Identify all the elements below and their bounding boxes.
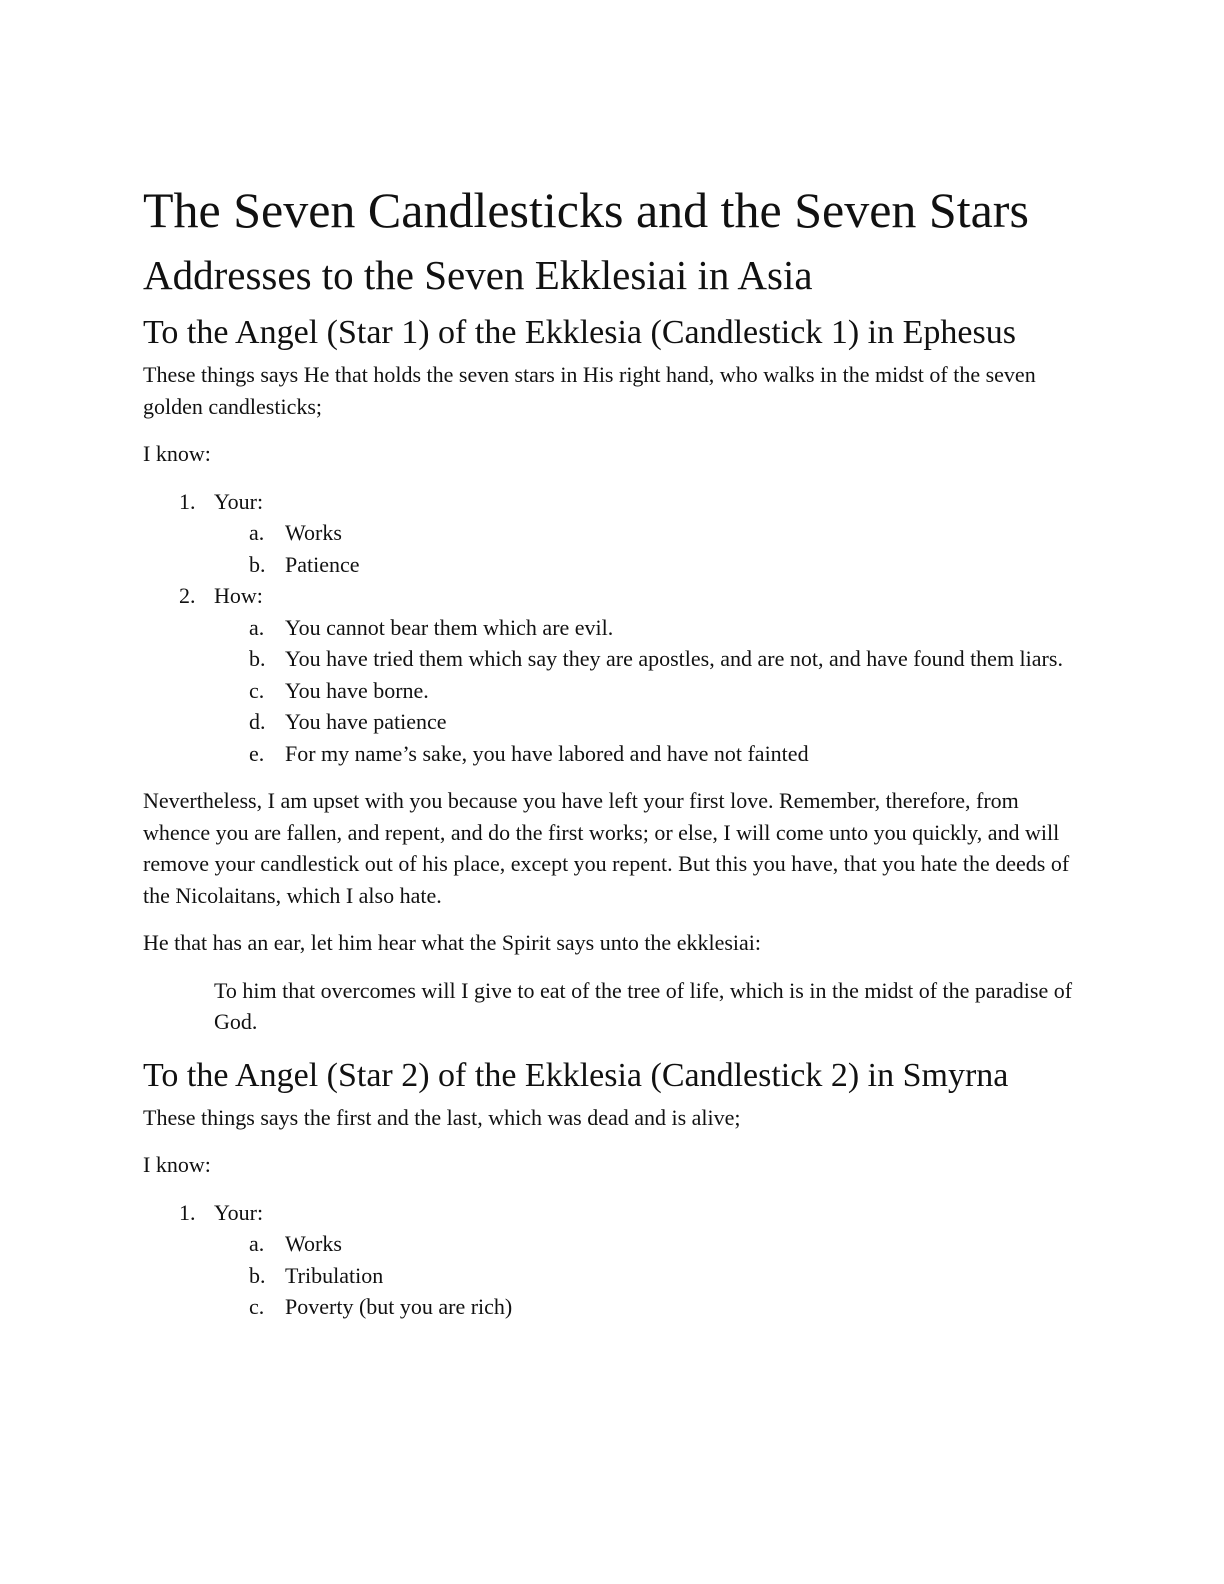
list-marker: 2. [179, 583, 196, 608]
list-marker: 1. [179, 1199, 196, 1225]
section-heading: To the Angel (Star 2) of the Ekklesia (Candlestick 2) in Smyrna [143, 1056, 1009, 1094]
ear-line: He that has an ear, let him hear what the Spirit says unto the ekklesiai: [143, 930, 761, 955]
sub-list-text: Works [285, 1231, 342, 1256]
sub-list-marker: a. [249, 614, 265, 640]
section-intro: These things says He that holds the seven stars in His right hand, who walks in the midst of the seven golden candlesticks; [143, 362, 1036, 419]
list-item-label: Your: [214, 488, 264, 514]
sub-list-marker: d. [249, 709, 266, 734]
sub-list-item [143, 517, 1073, 549]
sub-list-text: You have tried them which say they are apostles, and are not, and have found them liars. [285, 646, 1063, 671]
document-page [143, 178, 1073, 1339]
sub-list-item [143, 643, 1073, 675]
list-item [143, 580, 1073, 769]
document-subtitle: Addresses to the Seven Ekklesiai in Asia [143, 252, 813, 298]
i-know-label: I know: [143, 441, 211, 466]
sub-list-item [143, 1228, 1073, 1260]
sub-list [143, 612, 1073, 770]
sub-list-item [143, 549, 1073, 581]
sub-list-item [143, 612, 1073, 644]
sub-list-marker: c. [249, 1294, 265, 1319]
sub-list-marker: b. [249, 551, 266, 577]
sub-list-marker: b. [249, 1262, 266, 1288]
list-item-label: How: [214, 583, 263, 608]
sub-list-marker: b. [249, 646, 266, 671]
sub-list-marker: a. [249, 1231, 265, 1256]
sub-list-text: You have patience [285, 709, 447, 734]
section-ephesus [143, 311, 1073, 1038]
section-smyrna [143, 1054, 1073, 1323]
sub-list [143, 517, 1073, 580]
sub-list-item [143, 1291, 1073, 1323]
sub-list-text: Tribulation [285, 1262, 384, 1288]
sub-list-text: Works [285, 520, 342, 545]
list-item-label: Your: [214, 1199, 264, 1225]
sub-list-text: You cannot bear them which are evil. [285, 614, 614, 640]
sub-list-text: You have borne. [285, 677, 429, 703]
sub-list-text: For my name’s sake, you have labored and have not fainted [285, 740, 809, 766]
numbered-list [143, 486, 1073, 770]
sub-list-text: Poverty (but you are rich) [285, 1294, 513, 1319]
list-marker: 1. [179, 488, 196, 514]
list-item [143, 486, 1073, 581]
list-item [143, 1197, 1073, 1323]
sub-list [143, 1228, 1073, 1323]
numbered-list [143, 1197, 1073, 1323]
sub-list-marker: c. [249, 677, 265, 703]
sub-list-item [143, 738, 1073, 770]
i-know-label: I know: [143, 1152, 211, 1177]
document-title: The Seven Candlesticks and the Seven Stars [143, 182, 1029, 238]
sub-list-text: Patience [285, 551, 360, 577]
promise-quote: To him that overcomes will I give to eat of the tree of life, which is in the midst of the paradise of God. [214, 977, 1073, 1034]
sub-list-item [143, 1260, 1073, 1292]
section-heading: To the Angel (Star 1) of the Ekklesia (Candlestick 1) in Ephesus [143, 314, 1016, 351]
section-intro: These things says the first and the last, which was dead and is alive; [143, 1104, 741, 1130]
sub-list-marker: a. [249, 520, 265, 545]
sub-list-marker: e. [249, 740, 265, 766]
section-body: Nevertheless, I am upset with you because you have left your first love. Remember, therefore, from whence you are fallen, and repent, and do the first works; or else, I will come unto you quickly, and will remove your candlestick out of his place, except you repent. But this you have, that you hate the deeds of the Nicolaitans, which I also hate. [143, 788, 1070, 908]
sub-list-item [143, 706, 1073, 738]
sub-list-item [143, 675, 1073, 707]
